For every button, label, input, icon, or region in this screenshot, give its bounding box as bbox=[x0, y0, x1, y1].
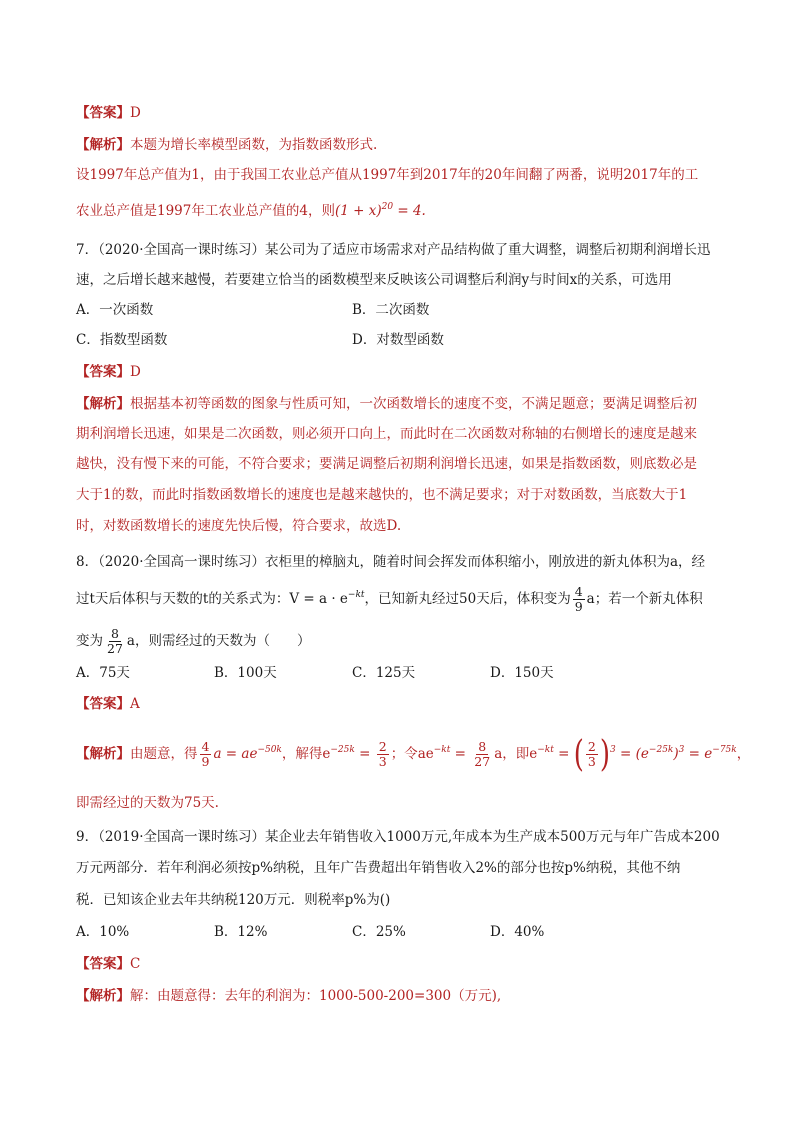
growth-formula-rhs: = 4. bbox=[393, 203, 426, 219]
q8-option-b: B．100天 bbox=[214, 665, 277, 681]
prev-answer-value: D bbox=[130, 105, 141, 121]
q8-stem-text-2b: ，已知新丸经过50天后，体积变为 bbox=[364, 591, 571, 607]
q8-decay-exponent: −kt bbox=[347, 590, 365, 600]
fraction-4-9: $\frac{4}{9}$ bbox=[574, 584, 583, 614]
q8-answer-line bbox=[76, 694, 726, 714]
q7-option-d: D．对数型函数 bbox=[352, 332, 444, 348]
q8-stem-text-2c: a；若一个新丸体积 bbox=[586, 591, 703, 607]
fraction-2-3: $\frac{2}{3}$ bbox=[587, 739, 596, 769]
q7-analysis-line-5: 时，对数函数增长的速度先快后慢，符合要求，故选D. bbox=[76, 518, 402, 534]
q9-stem-line-1: 9．（2019·全国高一课时练习）某企业去年销售收入1000万元,年成本为生产成本500万元与年广告成本200 bbox=[76, 829, 720, 845]
q9-option-a: A．10% bbox=[76, 924, 130, 940]
q7-analysis-line-2: 期利润增长迅速，如果是二次函数，则必须开口向上，而此时在二次函数对称轴的右侧增长的速度是越来 bbox=[76, 426, 697, 442]
q7-answer-value: D bbox=[130, 364, 141, 380]
q9-analysis-line-1 bbox=[76, 986, 726, 1006]
answer-label: 【答案】 bbox=[76, 364, 130, 380]
q8-stem-text-3b: a，则需经过的天数为（ ） bbox=[126, 633, 311, 649]
q9-analysis-text: 解：由题意得：去年的利润为：1000-500-200=300（万元), bbox=[130, 988, 502, 1004]
q8-stem-line-3 bbox=[76, 627, 726, 656]
fraction-8-27: $\frac{8}{27}$ bbox=[107, 626, 123, 656]
q7-analysis-line-1 bbox=[76, 394, 726, 414]
q9-option-c: C．25% bbox=[352, 924, 406, 940]
prev-analysis-line-3 bbox=[76, 197, 726, 221]
q8-option-c: C．125天 bbox=[352, 665, 416, 681]
analysis-label: 【解析】 bbox=[76, 137, 130, 153]
fraction-2-3: $\frac{2}{3}$ bbox=[378, 739, 387, 769]
answer-label: 【答案】 bbox=[76, 105, 130, 121]
q8-option-d: D．150天 bbox=[490, 665, 554, 681]
q9-stem-line-2: 万元两部分．若年利润必须按p%纳税，且年广告费超出年销售收入2%的部分也按p%纳税，其他不纳 bbox=[76, 860, 681, 876]
q8-stem-text-2a: 过t天后体积与天数的t的关系式为：V = a · e bbox=[76, 591, 348, 607]
q7-analysis-line-3: 越快，没有慢下来的可能，不符合要求；要满足调整后初期利润增长迅速，如果是指数函数，则底数必是 bbox=[76, 456, 697, 472]
analysis-label: 【解析】 bbox=[76, 988, 130, 1004]
analysis-label: 【解析】 bbox=[76, 396, 130, 412]
q8-stem-text-3a: 变为 bbox=[76, 633, 103, 649]
answer-label: 【答案】 bbox=[76, 956, 130, 972]
prev-answer-line bbox=[76, 103, 726, 123]
q8-stem-line-2 bbox=[76, 585, 726, 614]
q9-option-d: D．40% bbox=[490, 924, 545, 940]
q7-stem-line-2: 速，之后增长越来越慢，若要建立恰当的函数模型来反映该公司调整后利润y与时间x的关系，可选用 bbox=[76, 272, 672, 288]
q9-option-b: B．12% bbox=[214, 924, 268, 940]
growth-exponent: 20 bbox=[381, 202, 394, 212]
analysis-label: 【解析】 bbox=[76, 746, 130, 762]
q7-answer-line bbox=[76, 362, 726, 382]
prev-analysis-text-1: 本题为增长率模型函数，为指数函数形式. bbox=[130, 137, 378, 153]
q9-answer-value: C bbox=[130, 956, 141, 972]
q8-option-a: A．75天 bbox=[76, 665, 130, 681]
answer-label: 【答案】 bbox=[76, 696, 130, 712]
q8-stem-line-1: 8．（2020·全国高一课时练习）衣柜里的樟脑丸，随着时间会挥发而体积缩小，刚放进的新丸体积为a，经 bbox=[76, 554, 706, 570]
q7-option-a: A．一次函数 bbox=[76, 302, 154, 318]
prev-analysis-text-3: 农业总产值是1997年工农业总产值的4，则 bbox=[76, 203, 335, 219]
growth-formula: (1 + x) bbox=[334, 203, 382, 219]
prev-analysis-line-1 bbox=[76, 135, 726, 155]
q7-stem-line-1: 7．（2020·全国高一课时练习）某公司为了适应市场需求对产品结构做了重大调整，调整后初期利润增长迅 bbox=[76, 242, 711, 258]
q8-analysis-line-1: 【解析】由题意，得 $\frac{4}{9}$ $a = ae^{-50k}$，解得$e^{-25k}$ = $\frac{2}{3}$ ；令$ae^{-kt}$ = $\frac{8}{27}$ a，即$e^{-kt}$ = ( $\frac{2}{3}$ )$^3 = (e^{-25k})^3 = e^{-75k}$， bbox=[76, 733, 751, 776]
q8-conclusion: 即需经过的天数为75天. bbox=[76, 795, 219, 811]
q7-analysis-text-1: 根据基本初等函数的图象与性质可知，一次函数增长的速度不变，不满足题意；要满足调整后初 bbox=[130, 396, 697, 412]
fraction-8-27: $\frac{8}{27}$ bbox=[474, 739, 491, 769]
q7-option-c: C．指数型函数 bbox=[76, 332, 168, 348]
q9-stem-line-3: 税．已知该企业去年共纳税120万元．则税率p%为() bbox=[76, 892, 391, 908]
q7-option-b: B．二次函数 bbox=[352, 302, 430, 318]
fraction-4-9: $\frac{4}{9}$ bbox=[201, 739, 210, 769]
q9-answer-line bbox=[76, 954, 726, 974]
q8-answer-value: A bbox=[130, 696, 140, 712]
q7-analysis-line-4: 大于1的数，而此时指数函数增长的速度也是越来越快的，也不满足要求；对于对数函数，当底数大于1 bbox=[76, 487, 688, 503]
prev-analysis-line-2: 设1997年总产值为1，由于我国工农业总产值从1997年到2017年的20年间翻了两番，说明2017年的工 bbox=[76, 167, 699, 183]
